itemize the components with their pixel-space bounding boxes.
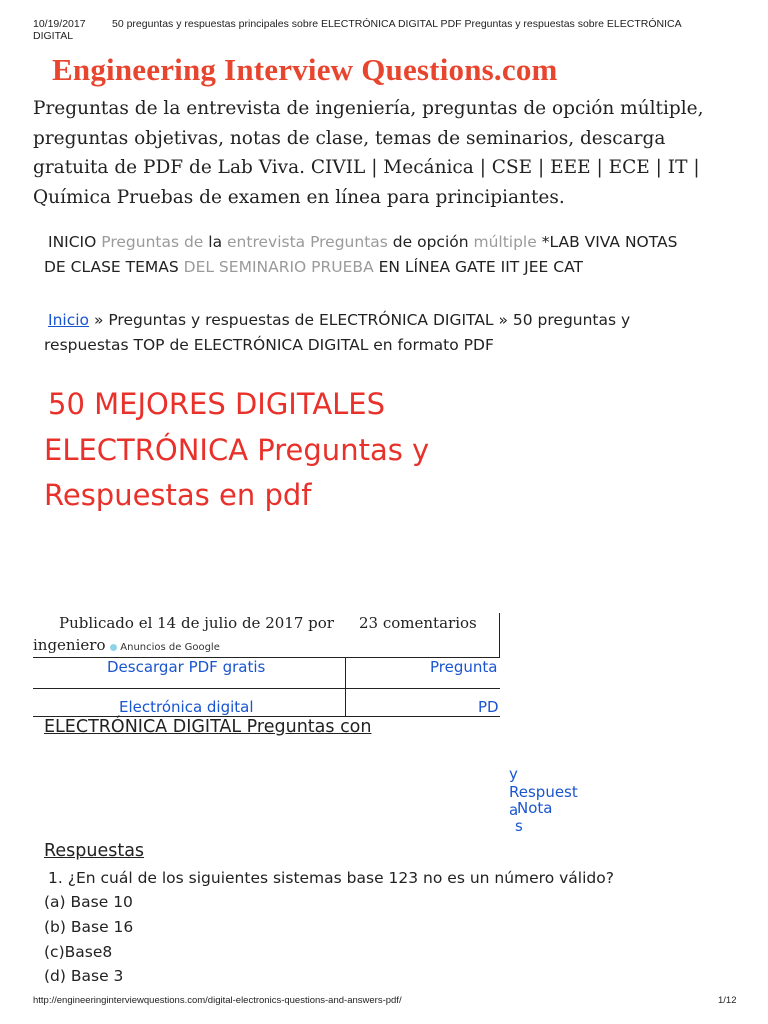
question-1-option-c: (c)Base8 <box>44 943 113 961</box>
ads-label-text: Anuncios de Google <box>120 642 220 653</box>
intro-line: gratuita de PDF de Lab Viva. CIVIL | Mecánica | CSE | EEE | ECE | IT | <box>33 157 700 178</box>
breadcrumb-home-link[interactable]: Inicio <box>48 311 90 329</box>
ad-digital-electronics[interactable]: Electrónica digital <box>119 698 254 716</box>
nav-item-inicio[interactable]: INICIO <box>48 233 102 251</box>
breadcrumb-line-1 <box>44 308 724 333</box>
side-link-respuestas-a[interactable]: a <box>509 801 519 819</box>
intro-line: Preguntas de la entrevista de ingeniería, preguntas de opción múltiple, <box>33 98 704 119</box>
ads-label[interactable] <box>110 642 220 653</box>
breadcrumb <box>44 308 724 358</box>
adchoices-icon <box>110 644 117 651</box>
nav-line-2 <box>44 255 744 280</box>
nav-item-la[interactable]: la <box>208 233 228 251</box>
author-name <box>33 636 220 654</box>
title-line: ELECTRÓNICA Preguntas y <box>44 432 430 467</box>
print-date: 10/19/2017 <box>33 18 86 30</box>
site-intro <box>33 94 733 212</box>
question-1-option-d: (d) Base 3 <box>44 967 124 985</box>
author-link[interactable]: ingeniero <box>33 636 106 654</box>
nav-item-clase-temas[interactable]: DE CLASE TEMAS <box>44 258 184 276</box>
question-1-option-b: (b) Base 16 <box>44 918 134 936</box>
nav-item-lab-viva[interactable]: *LAB VIVA NOTAS <box>541 233 678 251</box>
side-link-y[interactable]: y <box>509 765 518 783</box>
nav-item-entrevista[interactable]: entrevista Preguntas <box>227 233 393 251</box>
published-date: Publicado el 14 de julio de 2017 por <box>59 614 334 632</box>
intro-line: preguntas objetivas, notas de clase, temas de seminarios, descarga <box>33 127 666 149</box>
breadcrumb-path: » Preguntas y respuestas de ELECTRÓNICA DIGITAL » 50 preguntas y <box>89 311 631 329</box>
main-nav <box>44 230 744 280</box>
title-line: 50 MEJORES DIGITALES <box>48 387 386 421</box>
answers-heading: Respuestas <box>44 841 145 861</box>
nav-item-online-exams[interactable]: EN LÍNEA GATE IIT JEE CAT <box>378 258 583 276</box>
title-line: Respuestas en pdf <box>44 478 312 512</box>
section-heading: ELECTRÓNICA DIGITAL Preguntas con <box>44 717 372 737</box>
ad-divider-horizontal <box>33 688 500 689</box>
comments-count[interactable]: 23 comentarios <box>359 614 477 632</box>
print-title: 50 preguntas y respuestas principales sobre ELECTRÓNICA DIGITAL PDF Preguntas y respuestas sobre ELECTRÓNICA <box>112 18 682 30</box>
intro-line: Química Pruebas de examen en línea para principiantes. <box>33 186 565 208</box>
breadcrumb-line-2: respuestas TOP de ELECTRÓNICA DIGITAL en formato PDF <box>44 336 494 354</box>
ad-pd[interactable]: PD <box>478 698 499 716</box>
print-page-number: 1/12 <box>718 995 737 1006</box>
ad-border-right-top <box>499 613 500 658</box>
ad-divider-vertical <box>345 657 346 717</box>
nav-item-seminario[interactable]: DEL SEMINARIO PRUEBA <box>183 258 379 276</box>
question-1-option-a: (a) Base 10 <box>44 893 133 911</box>
print-footer-url: http://engineeringinterviewquestions.com/digital-electronics-questions-and-answers-pdf/ <box>33 995 402 1006</box>
nav-item-opcion[interactable]: de opción <box>392 233 474 251</box>
nav-item-multiple[interactable]: múltiple <box>473 233 542 251</box>
side-link-respuestas[interactable]: Respuest <box>509 783 578 801</box>
site-logo[interactable]: Engineering Interview Questions.com <box>52 52 558 87</box>
article-title <box>44 382 744 519</box>
print-title-cont: DIGITAL <box>33 30 74 42</box>
ad-download-pdf[interactable]: Descargar PDF gratis <box>107 658 266 676</box>
ad-pregunta[interactable]: Pregunta <box>430 658 498 676</box>
nav-item-preguntas[interactable]: Preguntas de <box>101 233 209 251</box>
nav-line-1 <box>44 230 744 255</box>
side-link-notas-s[interactable]: s <box>515 817 523 835</box>
question-1: 1. ¿En cuál de los siguientes sistemas base 123 no es un número válido? <box>48 869 614 887</box>
side-link-nota[interactable]: Nota <box>517 799 553 817</box>
